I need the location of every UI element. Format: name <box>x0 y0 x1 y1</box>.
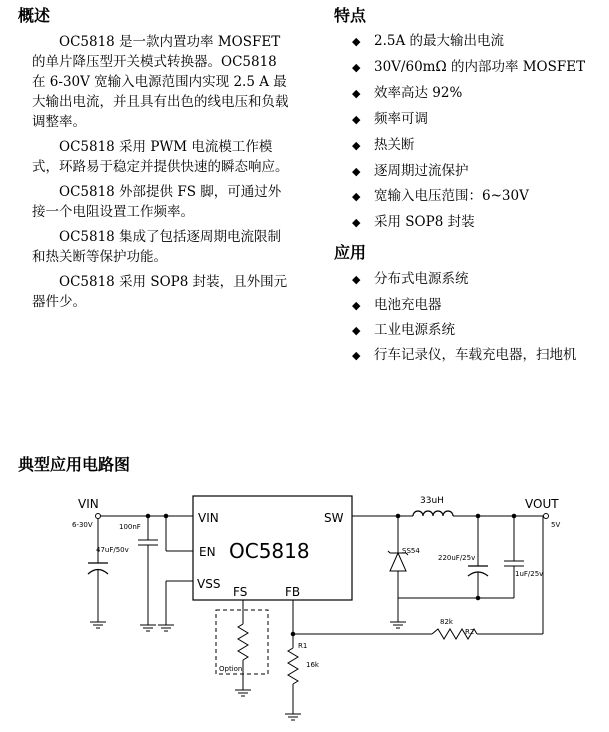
resistor-option <box>238 624 248 660</box>
cap-in-small-label: 100nF <box>119 523 141 531</box>
vin-terminal <box>96 514 101 519</box>
r2-value-label: 82k <box>440 618 453 626</box>
pin-sw-label: SW <box>324 511 344 525</box>
application-text: 行车记录仪，车载充电器，扫地机 <box>374 347 577 363</box>
diode-label: SS54 <box>402 547 420 555</box>
diamond-bullet-icon: ◆ <box>352 299 361 312</box>
overview-paragraph-1: OC5818 是一款内置功率 MOSFET 的单片降压型开关模式转换器。OC5818 在 6-30V 宽输入电源范围内实现 2.5 A 最大输出电流，并且具有出色的线电压和负载调整率。 <box>32 34 289 130</box>
vin-range-label: 6-30V <box>72 521 93 529</box>
diamond-bullet-icon: ◆ <box>352 35 361 48</box>
vin-label: VIN <box>78 497 99 511</box>
r1-name-label: R1 <box>298 642 308 650</box>
inductor <box>413 511 453 516</box>
application-text: 分布式电源系统 <box>374 271 469 287</box>
feature-text: 逐周期过流保护 <box>374 163 469 179</box>
overview-paragraph-5: OC5818 采用 SOP8 封装，且外围元器件少。 <box>32 274 288 310</box>
option-label: Option <box>219 665 243 673</box>
feature-text: 2.5A 的最大输出电流 <box>374 33 505 49</box>
application-text: 工业电源系统 <box>374 322 455 338</box>
diamond-bullet-icon: ◆ <box>352 324 361 337</box>
pin-vss-label: VSS <box>197 577 221 591</box>
pin-fs-label: FS <box>233 585 248 599</box>
vout-value-label: 5V <box>551 521 561 529</box>
diamond-bullet-icon: ◆ <box>352 349 361 362</box>
overview-paragraph-4: OC5818 集成了包括逐周期电流限制和热关断等保护功能。 <box>32 229 282 265</box>
resistor-r1 <box>288 648 298 684</box>
pin-vin-label: VIN <box>198 511 219 525</box>
cap-in-bulk-label: 47uF/50v <box>96 546 129 554</box>
vout-terminal <box>544 514 549 519</box>
diamond-bullet-icon: ◆ <box>352 273 361 286</box>
diamond-bullet-icon: ◆ <box>352 216 361 229</box>
pin-en-label: EN <box>199 545 216 559</box>
cap-out-small-label: 1uF/25v <box>515 570 544 578</box>
circuit-heading: 典型应用电路图 <box>18 455 131 474</box>
feature-text: 宽输入电压范围：6~30V <box>374 188 529 204</box>
diamond-bullet-icon: ◆ <box>352 139 361 152</box>
feature-text: 30V/60mΩ 的内部功率 MOSFET <box>374 59 586 75</box>
feature-text: 频率可调 <box>374 111 428 127</box>
diamond-bullet-icon: ◆ <box>352 165 361 178</box>
overview-paragraph-2: OC5818 采用 PWM 电流模工作模式，环路易于稳定并提供快速的瞬态响应。 <box>32 139 289 175</box>
features-heading: 特点 <box>334 6 367 25</box>
overview-heading: 概述 <box>18 6 51 25</box>
diamond-bullet-icon: ◆ <box>352 113 361 126</box>
applications-heading: 应用 <box>334 243 367 262</box>
diamond-bullet-icon: ◆ <box>352 190 361 203</box>
r1-value-label: 16k <box>306 661 319 669</box>
feature-text: 热关断 <box>374 137 415 153</box>
diamond-bullet-icon: ◆ <box>352 61 361 74</box>
diode-triangle <box>390 553 406 571</box>
r2-name-label: R2 <box>465 628 475 636</box>
diamond-bullet-icon: ◆ <box>352 87 361 100</box>
pin-fb-label: FB <box>285 585 301 599</box>
cap-out-bulk-label: 220uF/25v <box>438 554 476 562</box>
feature-text: 效率高达 92% <box>374 85 463 101</box>
feature-text: 采用 SOP8 封装 <box>374 214 475 230</box>
inductor-label: 33uH <box>420 496 444 506</box>
vout-label: VOUT <box>525 497 559 511</box>
application-text: 电池充电器 <box>374 297 442 313</box>
ic-name: OC5818 <box>229 539 310 563</box>
overview-paragraph-3: OC5818 外部提供 FS 脚，可通过外接一个电阻设置工作频率。 <box>32 184 282 220</box>
